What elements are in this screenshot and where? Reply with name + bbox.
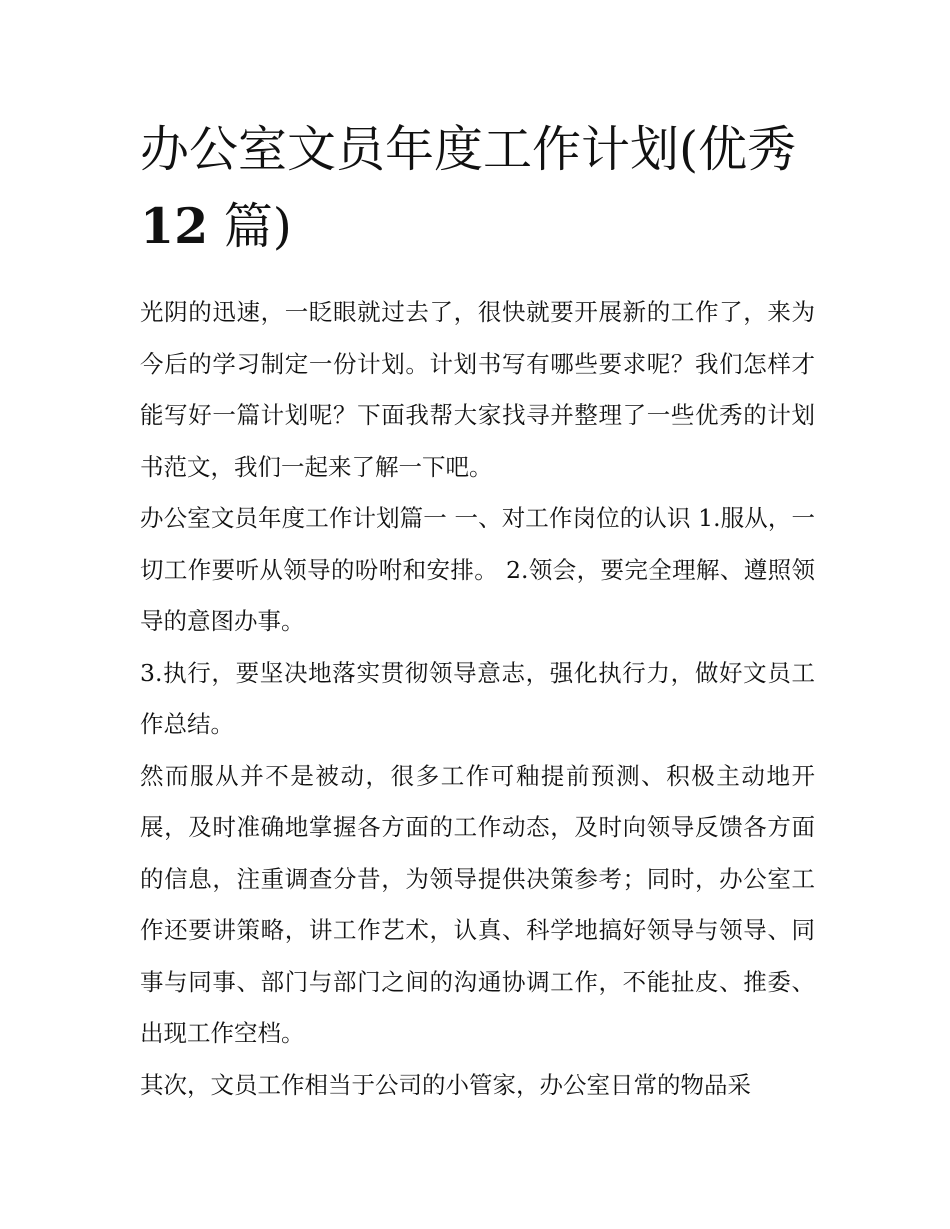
paragraph-initiative: 然而服从并不是被动，很多工作可釉提前预测、积极主动地开展，及时准确地掌握各方面的工作动态，及时向领导反馈各方面的信息，注重调查分昔，为领导提供决策参考；同时，办公室工作还要讲策略，讲工作艺术，认真、科学地搞好领导与领导、同事与同事、部门与部门之间的沟通协调工作，不能扯皮、推委、出现工作空档。 (140, 761, 815, 1047)
document-title (140, 112, 815, 265)
title-main: 办公室文员年度工作计划(优秀 (140, 121, 797, 178)
paragraph-intro: 光阴的迅速，一眨眼就过去了，很快就要开展新的工作了，来为今后的学习制定一份计划。计划书写有哪些要求呢？我们怎样才能写好一篇计划呢？下面我帮大家找寻并整理了一些优秀的计划书范文，我们一起来了解一下吧。 (140, 298, 815, 481)
paragraph-housekeeper: 其次，文员工作相当于公司的小管家，办公室日常的物品采 (140, 1070, 751, 1099)
document-body (140, 287, 815, 1111)
document-page (140, 112, 815, 1111)
paragraph-execute: 3.执行，要坚决地落实贯彻领导意志，强化执行力，做好文员工作总结。 (140, 658, 815, 738)
title-suffix: 篇) (223, 198, 292, 255)
title-number: 12 (140, 197, 209, 255)
paragraph-section-one: 办公室文员年度工作计划篇一 一、对工作岗位的认识 1.服从，一切工作要听从领导的吩咐和安排。 2.领会，要完全理解、遵照领导的意图办事。 (140, 504, 815, 635)
